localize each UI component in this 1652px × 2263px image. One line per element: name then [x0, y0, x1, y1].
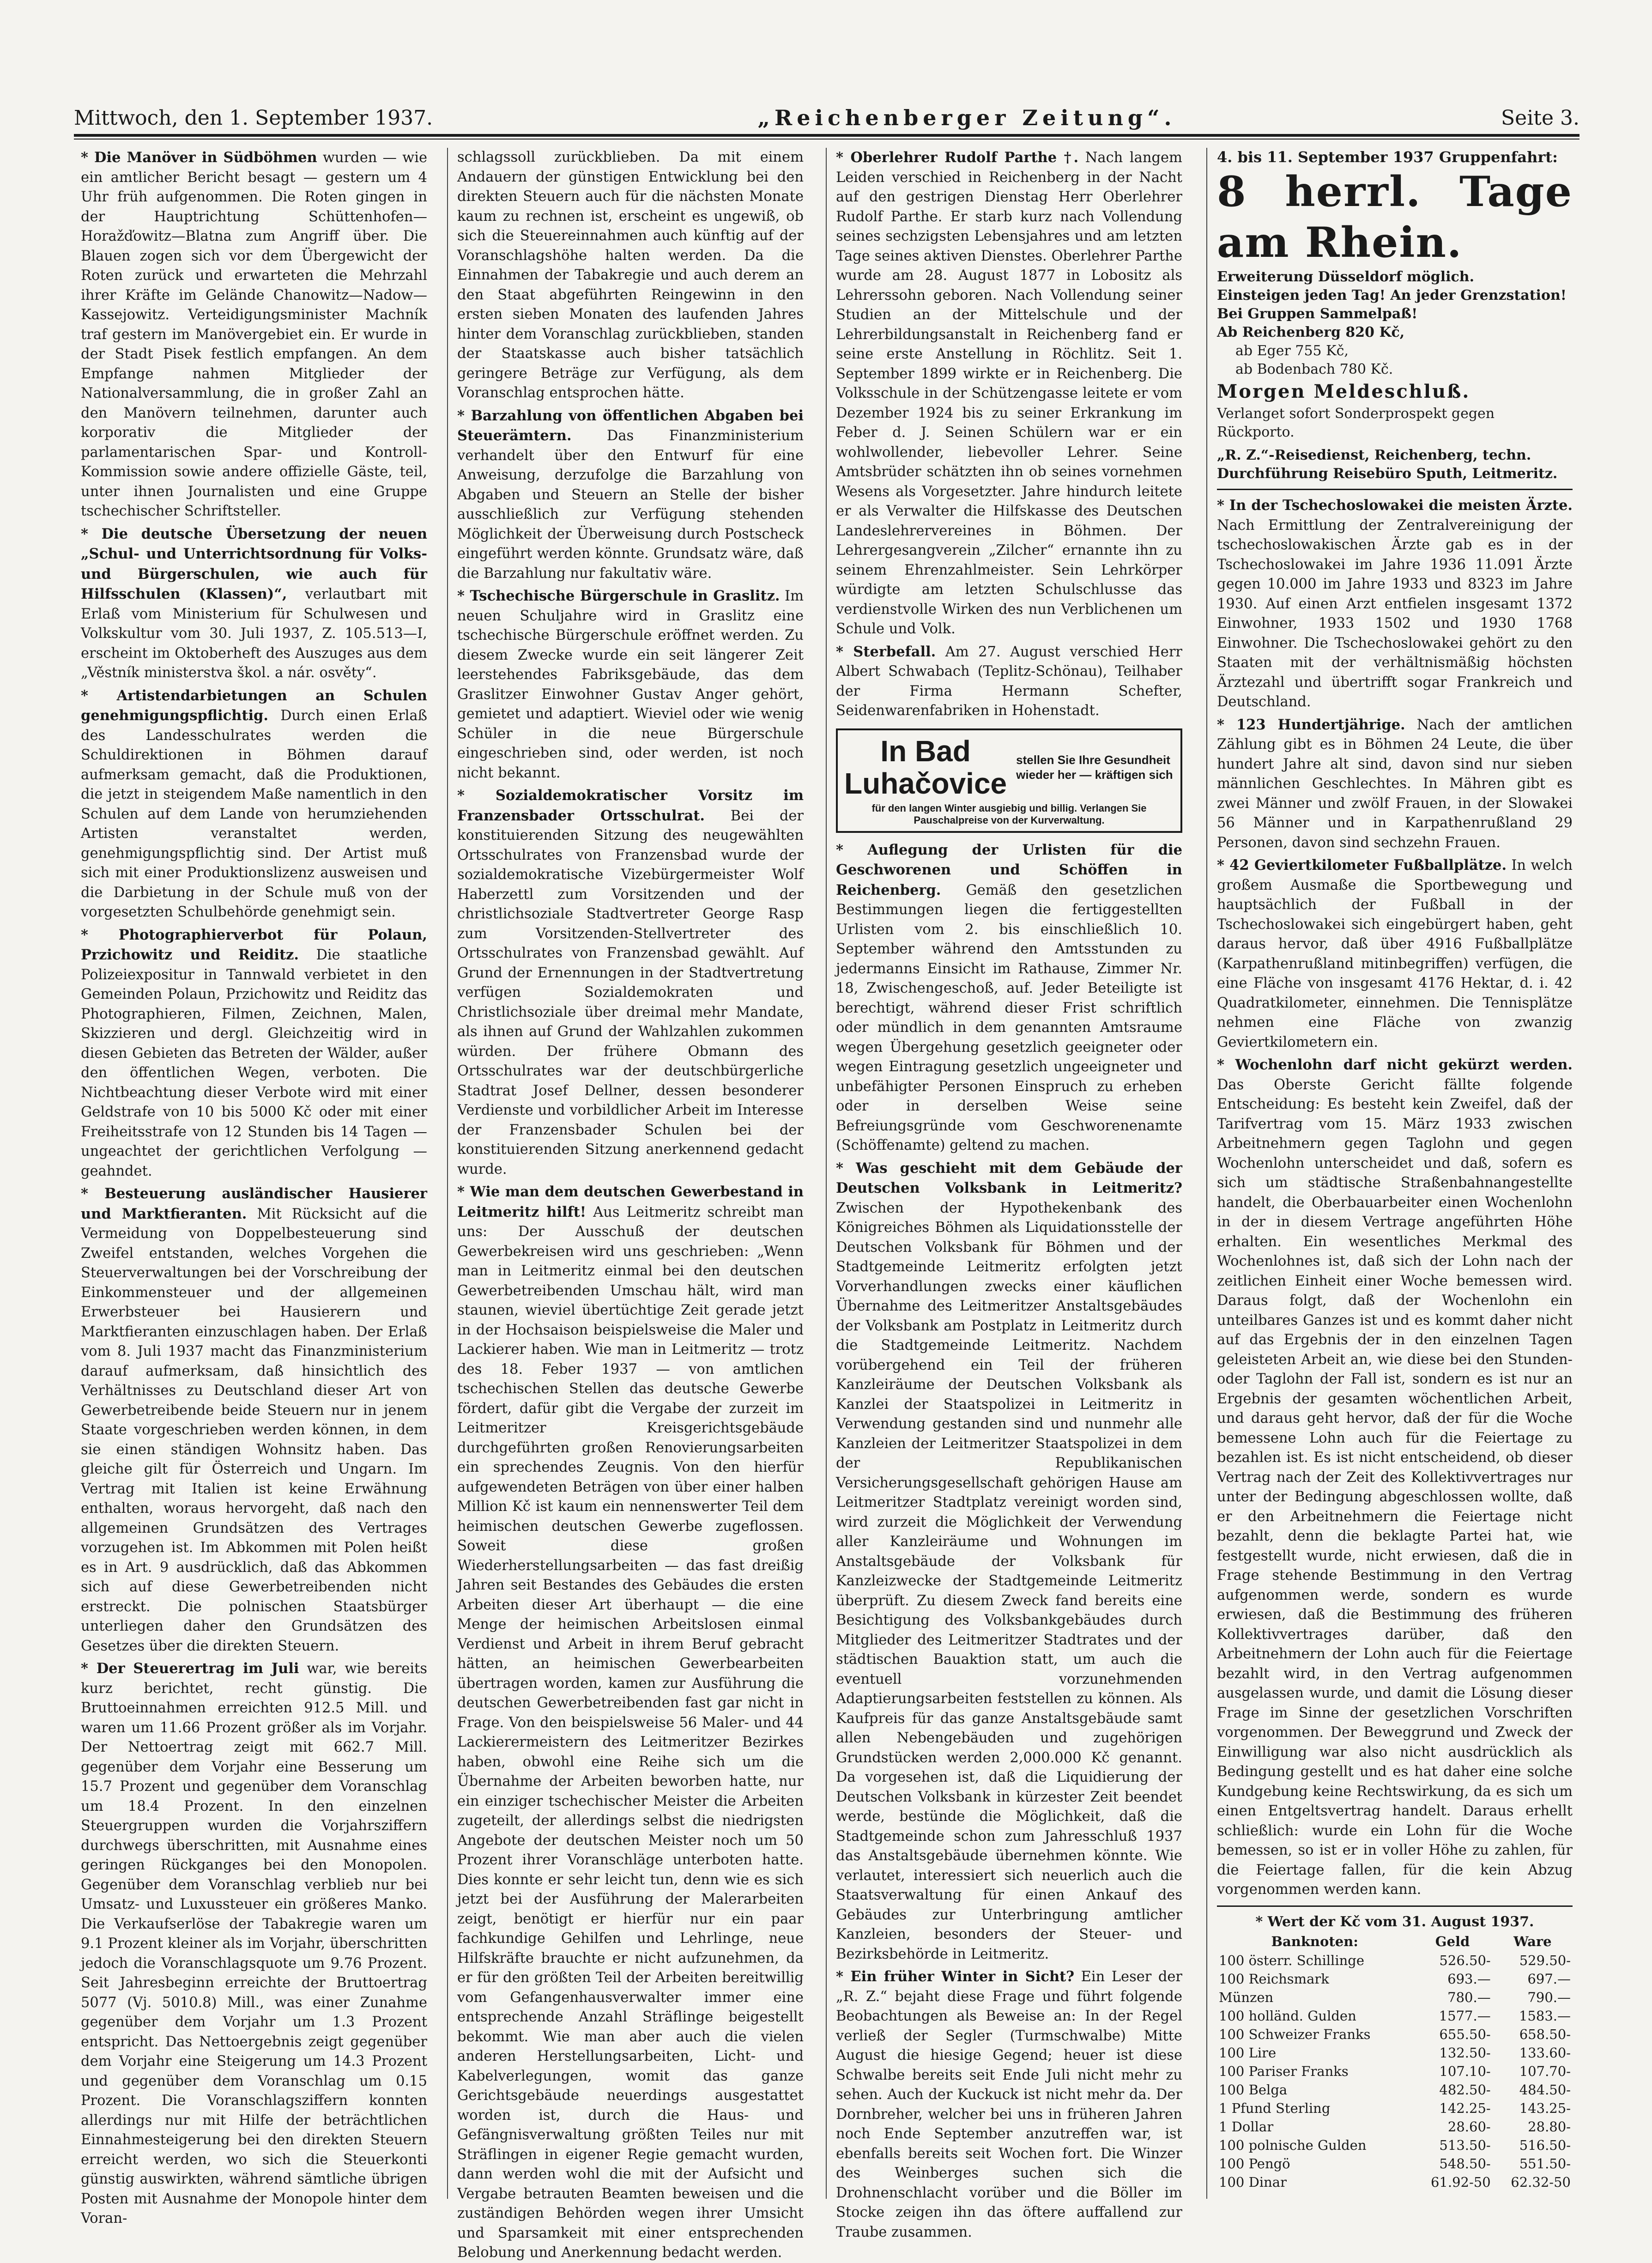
currency-name: 100 Dinar [1219, 2174, 1287, 2190]
article-headline: * Auflegung der Urlisten für die Geschworenen und Schöffen in Reichenberg. [836, 841, 1182, 898]
rhein-line: Erweiterung Düsseldorf möglich. [1217, 269, 1475, 285]
newspaper-title: „Reichenberger Zeitung“. [757, 105, 1176, 130]
article-headline: * Sozialdemokratischer Vorsitz im Franzensbader Ortsschulrat. [457, 787, 804, 824]
exchange-rates-title: * Wert der Kč vom 31. August 1937. [1255, 1913, 1534, 1930]
article-text: wurden — wie ein amtlicher Bericht besagt — gestern um 4 Uhr früh aufgenommen. Die Roten gingen in der Hauptrichtung Schüttenhofen—Horažďowitz—Blatna zum Angriff über. Die Blauen zogen sich vor dem Übergewicht der Roten zurück und erwarteten die Mehrzahl ihrer Kräfte im Gelände Chanowitz—Nadow—Kassejowitz. Verteidigungsminister Machník traf gestern im Manövergebiet ein. Er wurde in der Stadt Pisek festlich empfangen. An dem Empfange nahmen Mitglieder der Nationalversammlung, die in großer Zahl an den Manövern teilnehmen, darunter auch korporativ die Mitglieder der parlamentarischen Spar- und Kontroll-Kommission sowie andere offizielle Gäste, teil, unter ihnen Journalisten und eine Gruppe tschechischer Schriftsteller. [81, 150, 428, 519]
rate-buy: 693.— [1447, 1971, 1491, 1987]
article-text: Nach Ermittlung der Zentralvereinigung der tschechoslowakischen Ärzte gab es in der Tschechoslowakei im Jahre 1936 11.091 Ärzte gegen 10.000 im Jahre 1933 und 8323 im Jahre 1930. Auf einen Arzt entfielen insgesamt 1372 Einwohner, 1933 1502 und 1930 1768 Einwohner. Die Tschechoslowakei gehört zu den Staaten mit der verhältnismäßig höchsten Ärztezahl und übertrifft sogar Frankreich und Deutschland. [1217, 517, 1573, 710]
article-text: verlautbart mit Erlaß vom Ministerium für Schulwesen und Volkskultur vom 30. Juli 1937, Z. 105.513—I, erscheint im Oktoberheft des Auszuges aus dem „Věstník ministerstva škol. a nár. osvěty“. [81, 586, 427, 681]
page-header [74, 104, 1579, 132]
rhein-line: Verlanget sofort Sonderprospekt gegen Rückporto. [1217, 406, 1495, 440]
article-headline: * Artistendarbietungen an Schulen genehmigungspflichtig. [81, 687, 427, 724]
column-4 [1217, 148, 1573, 2199]
article-text: Zwischen der Hypothekenbank des Königreiches Böhmen als Liquidationsstelle der Deutschen Volksbank für Böhmen und der Stadtgemeinde Leitmeritz erfolgten jetzt Vorverhandlungen zwecks einer käuflichen Übernahme des Leitmeritzer Anstaltsgebäudes der Volksbank am Postplatz in Leitmeritz durch die Stadtgemeinde Leitmeritz. Nachdem vorübergehend ein Teil der früheren Kanzleiräume der Deutschen Volksbank als Kanzlei der Staatspolizei in Leitmeritz in Verwendung gestanden sind und nunmehr alle Kanzleien der Leitmeritzer Staatspolizei in dem der Republikanischen Versicherungsgesellschaft gehörigen Hause am Leitmeritzer Stadtplatz vereinigt worden sind, wird zurzeit die Möglichkeit der Verwendung aller Kanzleiräume und Wohnungen im Anstaltsgebäude der Volksbank für Kanzleizwecke der Stadtgemeinde Leitmeritz überprüft. Zu diesem Zweck fand bereits eine Besichtigung des Volksbankgebäudes durch Mitglieder des Leitmeritzer Stadtrates und der städtischen Bauaktion statt, um auch die eventuell vorzunehmenden Adaptierungsarbeiten feststellen zu können. Als Kaufpreis für das ganze Anstaltsgebäude samt allen Nebengebäuden und zugehörigen Grundstücken werden 2,000.000 Kč genannt. Da vorgesehen ist, daß die Liquidierung der Deutschen Volksbank in kürzester Zeit beendet werde, bestünde die Möglichkeit, daß die Stadtgemeinde schon zum Jahresschluß 1937 das Anstaltsgebäude übernehmen könnte. Wie verlautet, interessiert sich neuerlich auch die Staatsverwaltung für einen Ankauf des Gebäudes zur Unterbringung amtlicher Kanzleien, besonders der Steuer- und Bezirksbehörde in Leitmeritz. [836, 1200, 1182, 1962]
header-rule-thin [74, 139, 1579, 140]
rate-sell: 551.50- [1519, 2155, 1571, 2172]
table-row [1217, 2062, 1573, 2081]
article-paragraph [81, 1659, 427, 2229]
rate-sell: 62.32-50 [1511, 2174, 1571, 2190]
article-paragraph [81, 686, 427, 922]
table-row [1217, 2007, 1573, 2025]
currency-name: 100 polnische Gulden [1219, 2137, 1367, 2153]
table-row [1217, 2099, 1573, 2117]
article-headline: * Sterbefall. [836, 643, 936, 660]
rate-sell: 28.80- [1528, 2118, 1571, 2135]
rate-buy: 655.50- [1439, 2026, 1491, 2042]
article-paragraph [81, 1184, 427, 1656]
exchange-rates-table [1217, 1932, 1573, 2191]
table-row [1217, 2025, 1573, 2044]
exchange-rates [1217, 1912, 1573, 2191]
article-text: Gemäß den gesetzlichen Bestimmungen liegen die fertiggestellten Urlisten vom 2. bis einschließlich 10. September während den Amtsstunden zu jedermanns Einsicht im Rathause, Zimmer Nr. 18, Zwischengeschoß, auf. Jeder Beteiligte ist berechtigt, während dieser Frist schriftlich oder mündlich in dem genannten Amtsraume wegen Übergehung gesetzlich geeigneter oder wegen Eintragung gesetzlich ungeeigneter und unbefähigter Personen Einspruch zu erheben oder in derselben Weise seine Befreiungsgründe vom Geschworenenamte (Schöffenamte) geltend zu machen. [836, 882, 1182, 1153]
currency-name: 1 Dollar [1219, 2118, 1274, 2135]
rate-sell: 529.50- [1519, 1952, 1571, 1968]
article-headline: * Oberlehrer Rudolf Parthe †. [836, 149, 1079, 166]
rate-buy: 1577.— [1439, 2008, 1491, 2024]
table-header: Geld [1435, 1933, 1470, 1949]
ad-headline: Luhačovice [844, 766, 1007, 800]
rhein-line: „R. Z.“-Reisedienst, Reichenberg, techn. Durchführung Reisebüro Sputh, Leitmeritz. [1217, 447, 1558, 482]
rhein-advertisement [1217, 148, 1573, 483]
article-text: Ein Leser der „R. Z.“ bejaht diese Frage und führt folgende Beobachtungen als Beweise an: In der Regel verließ der Segler (Turmschwalbe) Mitte August die hiesige Gegend; heuer ist diese Schwalbe bereits seit Ende Juli nicht mehr zu sehen. Auch der Kuckuck ist nicht mehr da. Der Dornbreher, welcher bei uns in früheren Jahren noch Ende September anzutreffen war, ist ebenfalls bereits seit Wochen fort. Die Winzer des Weinberges suchen sich die Drohnenschlacht vorüber und die Böller im Stocke zeigen ihn das öftere auffallend zur Traube zusammen. [836, 1969, 1182, 2240]
rhein-line: ab Bodenbach 780 Kč. [1235, 361, 1393, 377]
currency-name: 1 Pfund Sterling [1219, 2100, 1331, 2116]
article-paragraph [81, 524, 427, 683]
column-3 [836, 148, 1182, 2240]
luhacovice-advertisement [836, 728, 1182, 833]
rate-buy: 482.50- [1439, 2081, 1491, 2098]
column-divider [1206, 148, 1207, 2199]
article-headline: * Photographierverbot für Polaun, Przichowitz und Reiditz. [81, 926, 427, 963]
article-text: Am 27. August verschied Herr Albert Schwabach (Teplitz-Schönau), Teilhaber der Firma Hermann Schefter, Seidenwarenfabriken in Hohenstadt. [836, 643, 1182, 719]
article-text: Nach der amtlichen Zählung gibt es in Böhmen 24 Leute, die über hundert Jahre alt sind, davon sind nur sieben männlichen Geschlechtes. In Mähren gibt es zwei Männer und zwölf Frauen, in der Slowakei 56 Männer und in Karpathenrußland 29 Personen, davon sind sechzehn Frauen. [1217, 716, 1573, 851]
article-headline: * Besteuerung ausländischer Hausierer und Marktfieranten. [81, 1185, 427, 1222]
currency-name: 100 holländ. Gulden [1219, 2008, 1356, 2024]
rate-sell: 143.25- [1519, 2100, 1571, 2116]
article-text: Die staatliche Polizeiexpositur in Tannwald verbietet in den Gemeinden Polaun, Przichowitz und Reiditz das Photographieren, Filmen, Zeichnen, Malen, Skizzieren und dergl. Gleichzeitig wird in diesen Gebieten das Betreten der Wälder, außer den öffentlichen Wegen, verboten. Die Nichtbeachtung dieser Verbote wird mit einer Geldstrafe von 10 bis 5000 Kč oder mit einer Freiheitsstrafe von 12 Stunden bis 14 Tagen — ungeachtet der gerichtlichen Verfolgung — geahndet. [81, 947, 427, 1179]
article-text: Das Oberste Gericht fällte folgende Entscheidung: Es besteht kein Zweifel, daß der Tarifvertrag vom 15. März 1933 zwischen Arbeitnehmern gegen Taglohn und gegen Wochenlohn unterscheidet und daß, sofern es sich um städtische Straßenbahnangestellte handelt, die Oberbauarbeiter einen Wochenlohn in der in diesem Vertrage angeführten Höhe erhalten. Ein wesentliches Merkmal des Wochenlohnes ist, daß sich der Lohn nach der zeitlichen Einheit einer Woche bemessen wird. Daraus folgt, daß der Wochenlohn ein unteilbares Ganzes ist und es kommt daher nicht auf das Ergebnis der in den einzelnen Tagen geleisteten Arbeit an, wie diese bei den Stunden- oder Taglohn der Fall ist, sondern es ist nur an Ergebnis der gesamten wöchentlichen Arbeit, und daraus geht hervor, daß der für die Woche bemessene Lohn auch für die Feiertage zu bezahlen ist. Es ist nicht entscheidend, ob dieser Vertrag nach der Zeit des Kollektivvertrages nur unter der Bedingung abgeschlossen wollte, daß er den Arbeitnehmern die Feiertage nicht bezahlt, denn die beklagte Partei hat, wie festgestellt wurde, nicht erwiesen, daß die in Frage stehende Bestimmung in den Vertrag aufgenommen werde, sondern es wurde erwiesen, daß die Bestimmung des früheren Kollektivvertrages darüber, daß den Arbeitnehmern der Lohn auch für die Feiertage bezahlt wird, in den Vertrag aufgenommen ausgelassen wurde, und damit die Lösung dieser Frage im Sinne der gesetzlichen Vorschriften vorgenommen. Der Beweggrund und Zweck der Einwilligung war also nicht ausdrücklich als Bedingung gestellt und es hat daher eine solche Kundgebung keine Rechtswirkung, da es sich um einen Entgeltsvertrag handelt. Daraus erhellt schließlich: wurde ein Lohn für die Woche bemessen, so ist er in voller Höhe zu zahlen, für die Feiertage fallen, für die kein Abzug vorgenommen werden kann. [1217, 1076, 1573, 1898]
currency-name: 100 Reichsmark [1219, 1971, 1329, 1987]
column-1 [81, 148, 428, 2227]
article-paragraph [836, 1159, 1182, 1965]
table-row [1217, 2117, 1573, 2136]
ad-subtext: für den langen Winter ausgiebig und billig. Verlangen Sie Pauschalpreise von der Kurverwaltung. [871, 802, 1147, 826]
rate-buy: 526.50- [1439, 1952, 1491, 1968]
article-headline: * Wie man dem deutschen Gewerbestand in Leitmeritz hilft! [457, 1183, 804, 1220]
article-headline: * 123 Hundertjährige. [1217, 716, 1405, 733]
article-paragraph [457, 1182, 804, 2263]
currency-name: 100 Schweizer Franks [1219, 2026, 1371, 2042]
table-row [1217, 2173, 1573, 2191]
currency-name: 100 österr. Schillinge [1219, 1952, 1364, 1968]
rate-buy: 28.60- [1447, 2118, 1491, 2135]
column-divider [447, 148, 448, 2199]
article-headline: * Ein früher Winter in Sicht? [836, 1968, 1075, 1985]
article-paragraph [457, 406, 804, 584]
article-text: war, wie bereits kurz berichtet, recht günstig. Die Bruttoeinnahmen erreichten 912.5 Mill. und waren um 11.66 Prozent größer als im Vorjahr. Der Nettoertrag zeigt mit 662.7 Mill. gegenüber dem Vorjahr eine Besserung um 15.7 Prozent und gegenüber dem Voranschlag um 18.4 Prozent. In den einzelnen Steuergruppen wurden die Vorjahrsziffern durchwegs überschritten, mit Ausnahme eines geringen Rückganges bei den Monopolen. Gegenüber dem Voranschlag verblieb nur bei Umsatz- und Luxussteuer ein größeres Manko. Die Verkaufserlöse der Tabakregie waren um 9.1 Prozent kleiner als im Vorjahr, überschritten jedoch die Voranschlagsquote um 9.76 Prozent. Seit Jahresbeginn erreichte der Bruttoertrag 5077 (Vj. 5010.8) Mill., was einer Zunahme gegenüber dem Vorjahr um 1.3 Prozent entspricht. Das Nettoergebnis zeigt gegenüber dem Vorjahr eine Steigerung um 14.3 Prozent und gegenüber dem Voranschlag um 0.15 Prozent. Die Voranschlagsziffern konnten allerdings nur mit Hilfe der beträchtlichen Einnahmesteigerung bei den direkten Steuern erreicht werden, wo sich die Steuerkonti günstig auswirkten, während sämtliche übrigen Posten mit Ausnahme der Monopole hinter dem Voran- [81, 1661, 428, 2227]
table-header: Ware [1513, 1933, 1552, 1949]
article-paragraph [1217, 855, 1573, 1052]
table-row [1217, 1951, 1573, 1970]
article-headline: * Was geschieht mit dem Gebäude der Deutschen Volksbank in Leitmeritz? [836, 1159, 1182, 1196]
rhein-line: Ab Reichenberg 820 Kč, [1217, 324, 1405, 340]
article-paragraph [836, 642, 1182, 721]
rate-sell: 133.60- [1519, 2045, 1571, 2061]
article-headline: * Die deutsche Übersetzung der neuen „Schul- und Unterrichtsordnung für Volks- und Bürgerschulen, wie auch für Hilfsschulen (Klassen)“, [81, 525, 427, 602]
article-paragraph [836, 840, 1182, 1156]
article-paragraph [836, 1967, 1182, 2242]
rate-buy: 142.25- [1439, 2100, 1491, 2116]
column-2 [457, 148, 804, 2261]
article-headline: * Barzahlung von öffentlichen Abgaben bei Steuerämtern. [457, 407, 804, 444]
article-paragraph [81, 148, 427, 522]
article-text: Im neuen Schuljahre wird in Graslitz eine tschechische Bürgerschule eröffnet werden. Zu diesem Zwecke wurde ein seit längerer Zeit leerstehendes Fabriksgebäude, das dem Graslitzer Einwohner Gustav Anger gehört, gemietet und adaptiert. Wieviel oder wie wenig Schüler in die neue Bürgerschule eingeschrieben sind, oder werden, ist noch nicht bekannt. [457, 588, 804, 781]
rhein-title: 8 herrl. Tage am Rhein. [1217, 167, 1573, 267]
article-paragraph [457, 148, 804, 403]
article-paragraph [1217, 1055, 1573, 1900]
table-row [1217, 2044, 1573, 2062]
rate-sell: 658.50- [1519, 2026, 1571, 2042]
table-header: Banknoten: [1271, 1933, 1358, 1949]
article-paragraph [457, 586, 804, 783]
rhein-line: ab Eger 755 Kč, [1235, 343, 1349, 359]
header-rule [74, 134, 1579, 137]
table-row [1217, 1970, 1573, 1988]
currency-name: 100 Pengö [1219, 2155, 1290, 2172]
article-text: In welch großem Ausmaße die Sportbewegung und hauptsächlich der Fußball in der Tschechoslowakei sich eingebürgert haben, geht daraus hervor, daß über 4916 Fußballplätze (Karpathenrußland mitinbegriffen) verfügen, die eine Fläche von insgesamt 4176 Hektar, d. i. 42 Quadratkilometer, einnehmen. Die Tennisplätze nehmen eine Fläche von zwanzig Geviertkilometern ein. [1217, 857, 1573, 1050]
ad-text: wieder her — kräftigen sich [1016, 767, 1173, 782]
article-text: Bei der konstituierenden Sitzung des neugewählten Ortsschulrates von Franzensbad wurde der sozialdemokratische Vizebürgermeister Wolf Haberzettl zum Vorsitzenden und der christlichsoziale Stadtvertreter George Rasp zum Vorsitzenden-Stellvertreter des Ortsschulrates von Franzensbad gewählt. Auf Grund der Ernennungen in der Stadtvertretung verfügen Sozialdemokraten und Christlichsoziale über dreimal mehr Mandate, als ihnen auf Grund der Wahlzahlen zukommen würden. Der frühere Obmann des Ortsschulrates war der deutschbürgerliche Stadtrat Josef Dellner, dessen besonderer Verdienste und vorbildlicher Arbeit im Interesse der Franzensbader Schulen bei der konstituierenden Sitzung anerkennend gedacht wurde. [457, 807, 804, 1177]
rhein-date: 4. bis 11. September 1937 Gruppenfahrt: [1217, 148, 1558, 166]
article-headline: * 42 Geviertkilometer Fußballplätze. [1217, 857, 1507, 874]
rate-sell: 107.70- [1519, 2063, 1571, 2079]
rate-buy: 61.92-50 [1430, 2174, 1491, 2190]
ad-headline: In Bad [880, 734, 971, 768]
article-text: Durch einen Erlaß des Landesschulrates werden die Schuldirektionen in Böhmen darauf aufmerksam gemacht, daß die Produktionen, die jetzt in steigendem Maße namentlich in den Schulen auf dem Lande von herumziehenden Artisten veranstaltet werden, genehmigungspflichtig sind. Der Artist muß sich mit einer Produktionslizenz ausweisen und die Darbietung in der Schule muß von der vorgesetzten Schulbehörde genehmigt sein. [81, 708, 427, 920]
rate-sell: 790.— [1527, 1989, 1571, 2005]
table-row [1217, 2081, 1573, 2099]
article-headline: * Der Steuerertrag im Juli [81, 1660, 299, 1677]
page-number: Seite 3. [1501, 106, 1579, 130]
column-divider [826, 148, 827, 2199]
rate-sell: 697.— [1527, 1971, 1571, 1987]
table-row [1217, 2136, 1573, 2154]
separator-rule [1217, 1905, 1573, 1907]
currency-name: 100 Lire [1219, 2045, 1277, 2061]
article-headline: * Wochenlohn darf nicht gekürzt werden. [1217, 1056, 1573, 1073]
table-row [1217, 1988, 1573, 2007]
column-4-articles [1217, 496, 1573, 1900]
table-row [1217, 2154, 1573, 2173]
rhein-deadline: Morgen Meldeschluß. [1217, 381, 1470, 402]
article-text: Das Finanzministerium verhandelt über den Entwurf für eine Anweisung, derzufolge die Barzahlung von Abgaben und Steuern an Stelle der bisher ausschließlich zur Verfügung stehenden Möglichkeit der Überweisung durch Postscheck eingeführt werden könnte. Grundsatz wäre, daß die Barzahlung nur fakultativ wäre. [457, 428, 804, 582]
article-paragraph [81, 925, 427, 1182]
header-date: Mittwoch, den 1. September 1937. [74, 106, 433, 130]
article-paragraph [1217, 715, 1573, 853]
rate-sell: 484.50- [1519, 2081, 1571, 2098]
rate-buy: 513.50- [1439, 2137, 1491, 2153]
article-headline: * Die Manöver in Südböhmen [81, 149, 317, 166]
article-text: Aus Leitmeritz schreibt man uns: Der Ausschuß der deutschen Gewerbekreisen wird uns geschrieben: „Wenn man in Leitmeritz einmal bei den deutschen Gewerbetreibenden Umschau hält, wird man staunen, wieviel übertüchtige Zeit gerade jetzt in der Hochsaison beispielsweise die Maler und Lackierer haben. Wie man in Leitmeritz — trotz des 18. Feber 1937 — von amtlichen tschechischen Stellen das deutsche Gewerbe fördert, dafür gibt die Vergabe der zurzeit im Leitmeritzer Kreisgerichtsgebäude durchgeführten großen Renovierungsarbeiten ein sprechendes Zeugnis. Von den hierfür aufgewendeten Beträgen von über einer halben Million Kč ist kaum ein nennenswerter Teil dem heimischen deutschen Gewerbe zugeflossen. Soweit diese großen Wiederherstellungsarbeiten — das fast dreißig Jahren seit Bestandes des Gebäudes die ersten Arbeiten dieser Art überhaupt — die eine Menge der heimischen Arbeitslosen einmal Verdienst und Arbeit in ihrem Beruf gebracht hätten, an heimischen Gewerbearbeiten übertragen worden, kamen zur Ausführung die deutschen Gewerbetreibenden fast gar nicht in Frage. Von den beispielsweise 56 Maler- und 44 Lackierermeistern des Leitmeritzer Bezirkes haben, obwohl eine Reihe sich um die Übernahme der Arbeiten beworben hatte, nur ein einziger tschechischer Meister die Arbeiten zugeteilt, der allerdings selbst die niedrigsten Angebote der deutschen Meister noch um 50 Prozent ihrer Voranschläge unterboten hatte. Dies konnte er sehr leicht tun, denn wie es sich jetzt bei der Ausführung der Malerarbeiten zeigt, benötigt er hierfür nur ein paar fachkundige Gehilfen und Lehrlinge, neue Hilfskräfte brauchte er nicht aufzunehmen, da er für den größten Teil der Arbeiten bereitwillig vom Gefangenhausverwalter immer eine entsprechende Anzahl Sträflinge beigestellt bekommt. Wie man aber auch die vielen anderen Herstellungsarbeiten, Licht- und Kabelverlegungen, womit das ganze Gerichtsgebäude neuerdings ausgestattet worden ist, durch die Haus- und Gefängnisverwaltung größten Teiles nur mit Sträflingen in eigener Regie gemacht wurden, dann werden wohl die mit der Aufsicht und Vergabe betrauten Beamten beweisen und die zuständigen Behörden wegen ihrer Umsicht und Sparsamkeit mit einer entsprechenden Belobung und Anerkennung bedacht werden. [457, 1204, 804, 2261]
rate-buy: 107.10- [1439, 2063, 1491, 2079]
currency-name: 100 Pariser Franks [1219, 2063, 1349, 2079]
article-text: schlagssoll zurückblieben. Da mit einem Andauern der günstigen Entwicklung bei den direkten Steuern auch für die nächsten Monate kaum zu rechnen ist, erscheint es ungewiß, ob sich die Steuereinnahmen auch künftig auf der Voranschlagshöhe halten werden. Da die Einnahmen der Tabakregie und auch derem an den Staat abgeführten Reingewinn in den ersten sieben Monaten des laufenden Jahres hinter dem Voranschlag zurückblieben, standen der Staatskasse auch bisher tatsächlich geringere Beträge zur Verfügung, als dem Voranschlag entsprochen hätte. [457, 149, 804, 401]
article-headline: * Tschechische Bürgerschule in Graslitz. [457, 588, 780, 604]
currency-name: 100 Belga [1219, 2081, 1288, 2098]
rhein-line: Einsteigen jeden Tag! An jeder Grenzstation! [1217, 287, 1567, 303]
rate-sell: 516.50- [1519, 2137, 1571, 2153]
article-paragraph [1217, 496, 1573, 712]
ad-text: stellen Sie Ihre Gesundheit [1016, 752, 1170, 767]
article-text: Nach langem Leiden verschied in Reichenberg in der Nacht auf den gestrigen Dienstag Herr Oberlehrer Rudolf Parthe. Er starb kurz nach Vollendung seines sechzigsten Lebensjahres und am letzten Tage seines aktiven Dienstes. Oberlehrer Parthe wurde am 28. August 1877 in Lobositz als Lehrerssohn geboren. Nach Vollendung seiner Studien an der Mittelschule und der Lehrerbildungsanstalt in Reichenberg fand er seine erste Anstellung in Röchlitz. Seit 1. September 1899 wirkte er in Reichenberg. Die Volksschule in der Schützengasse leitete er vom Dezember 1924 bis zu seiner Erkrankung im Feber d. J. Seinen Schülern war er ein wohlwollender, liebevoller Lehrer. Seine Amtsbrüder schätzten ihn ob seines vornehmen Wesens als Vorgesetzter. Jahre hindurch leitete er als Verwalter die Hilfskasse des Deutschen Landeslehrervereines in Böhmen. Der Lehrergesangverein „Zilcher“ ernannte ihn zu seinem Ehrenzahlmeister. Sein Lehrkörper würdigte am letzten Schulschlusse das verdienstvolle Wirken des nun Verblichenen um Schule und Volk. [836, 150, 1182, 637]
rhein-line: Bei Gruppen Sammelpaß! [1217, 306, 1418, 322]
article-text: Mit Rücksicht auf die Vermeidung von Doppelbesteuerung sind Zweifel entstanden, welches Vorgehen die Steuerverwaltungen bei der Vorschreibung der Einkommensteuer und der allgemeinen Erwerbsteuer bei Hausierern und Marktfieranten einzuschlagen haben. Der Erlaß vom 8. Juli 1937 macht das Finanzministerium darauf aufmerksam, daß hinsichtlich des Verhältnisses zu Deutschland dieser Art von Gewerbetreibende beide Steuern nur in jenem Staate vorgeschrieben werden können, in dem sie einen ständigen Wohnsitz haben. Das gleiche gilt für Österreich und Ungarn. Im Vertrag mit Italien ist keine Erwähnung enthalten, woraus hervorgeht, daß nach den allgemeinen Grundsätzen des Vertrages vorzugehen ist. Im Abkommen mit Polen heißt es in Art. 9 ausdrücklich, daß das Abkommen sich auf diese Gewerbetreibenden nicht erstreckt. Die polnischen Staatsbürger unterliegen daher den Grundsätzen des Gesetzes über die direkten Steuern. [81, 1206, 428, 1654]
rate-buy: 132.50- [1439, 2045, 1491, 2061]
article-headline: * In der Tschechoslowakei die meisten Ärzte. [1217, 497, 1573, 514]
article-paragraph [457, 786, 804, 1179]
rate-buy: 548.50- [1439, 2155, 1491, 2172]
separator-rule [1217, 489, 1573, 490]
currency-name: Münzen [1219, 1989, 1274, 2005]
rate-sell: 1583.— [1519, 2008, 1571, 2024]
article-paragraph [836, 148, 1182, 639]
rate-buy: 780.— [1447, 1989, 1491, 2005]
